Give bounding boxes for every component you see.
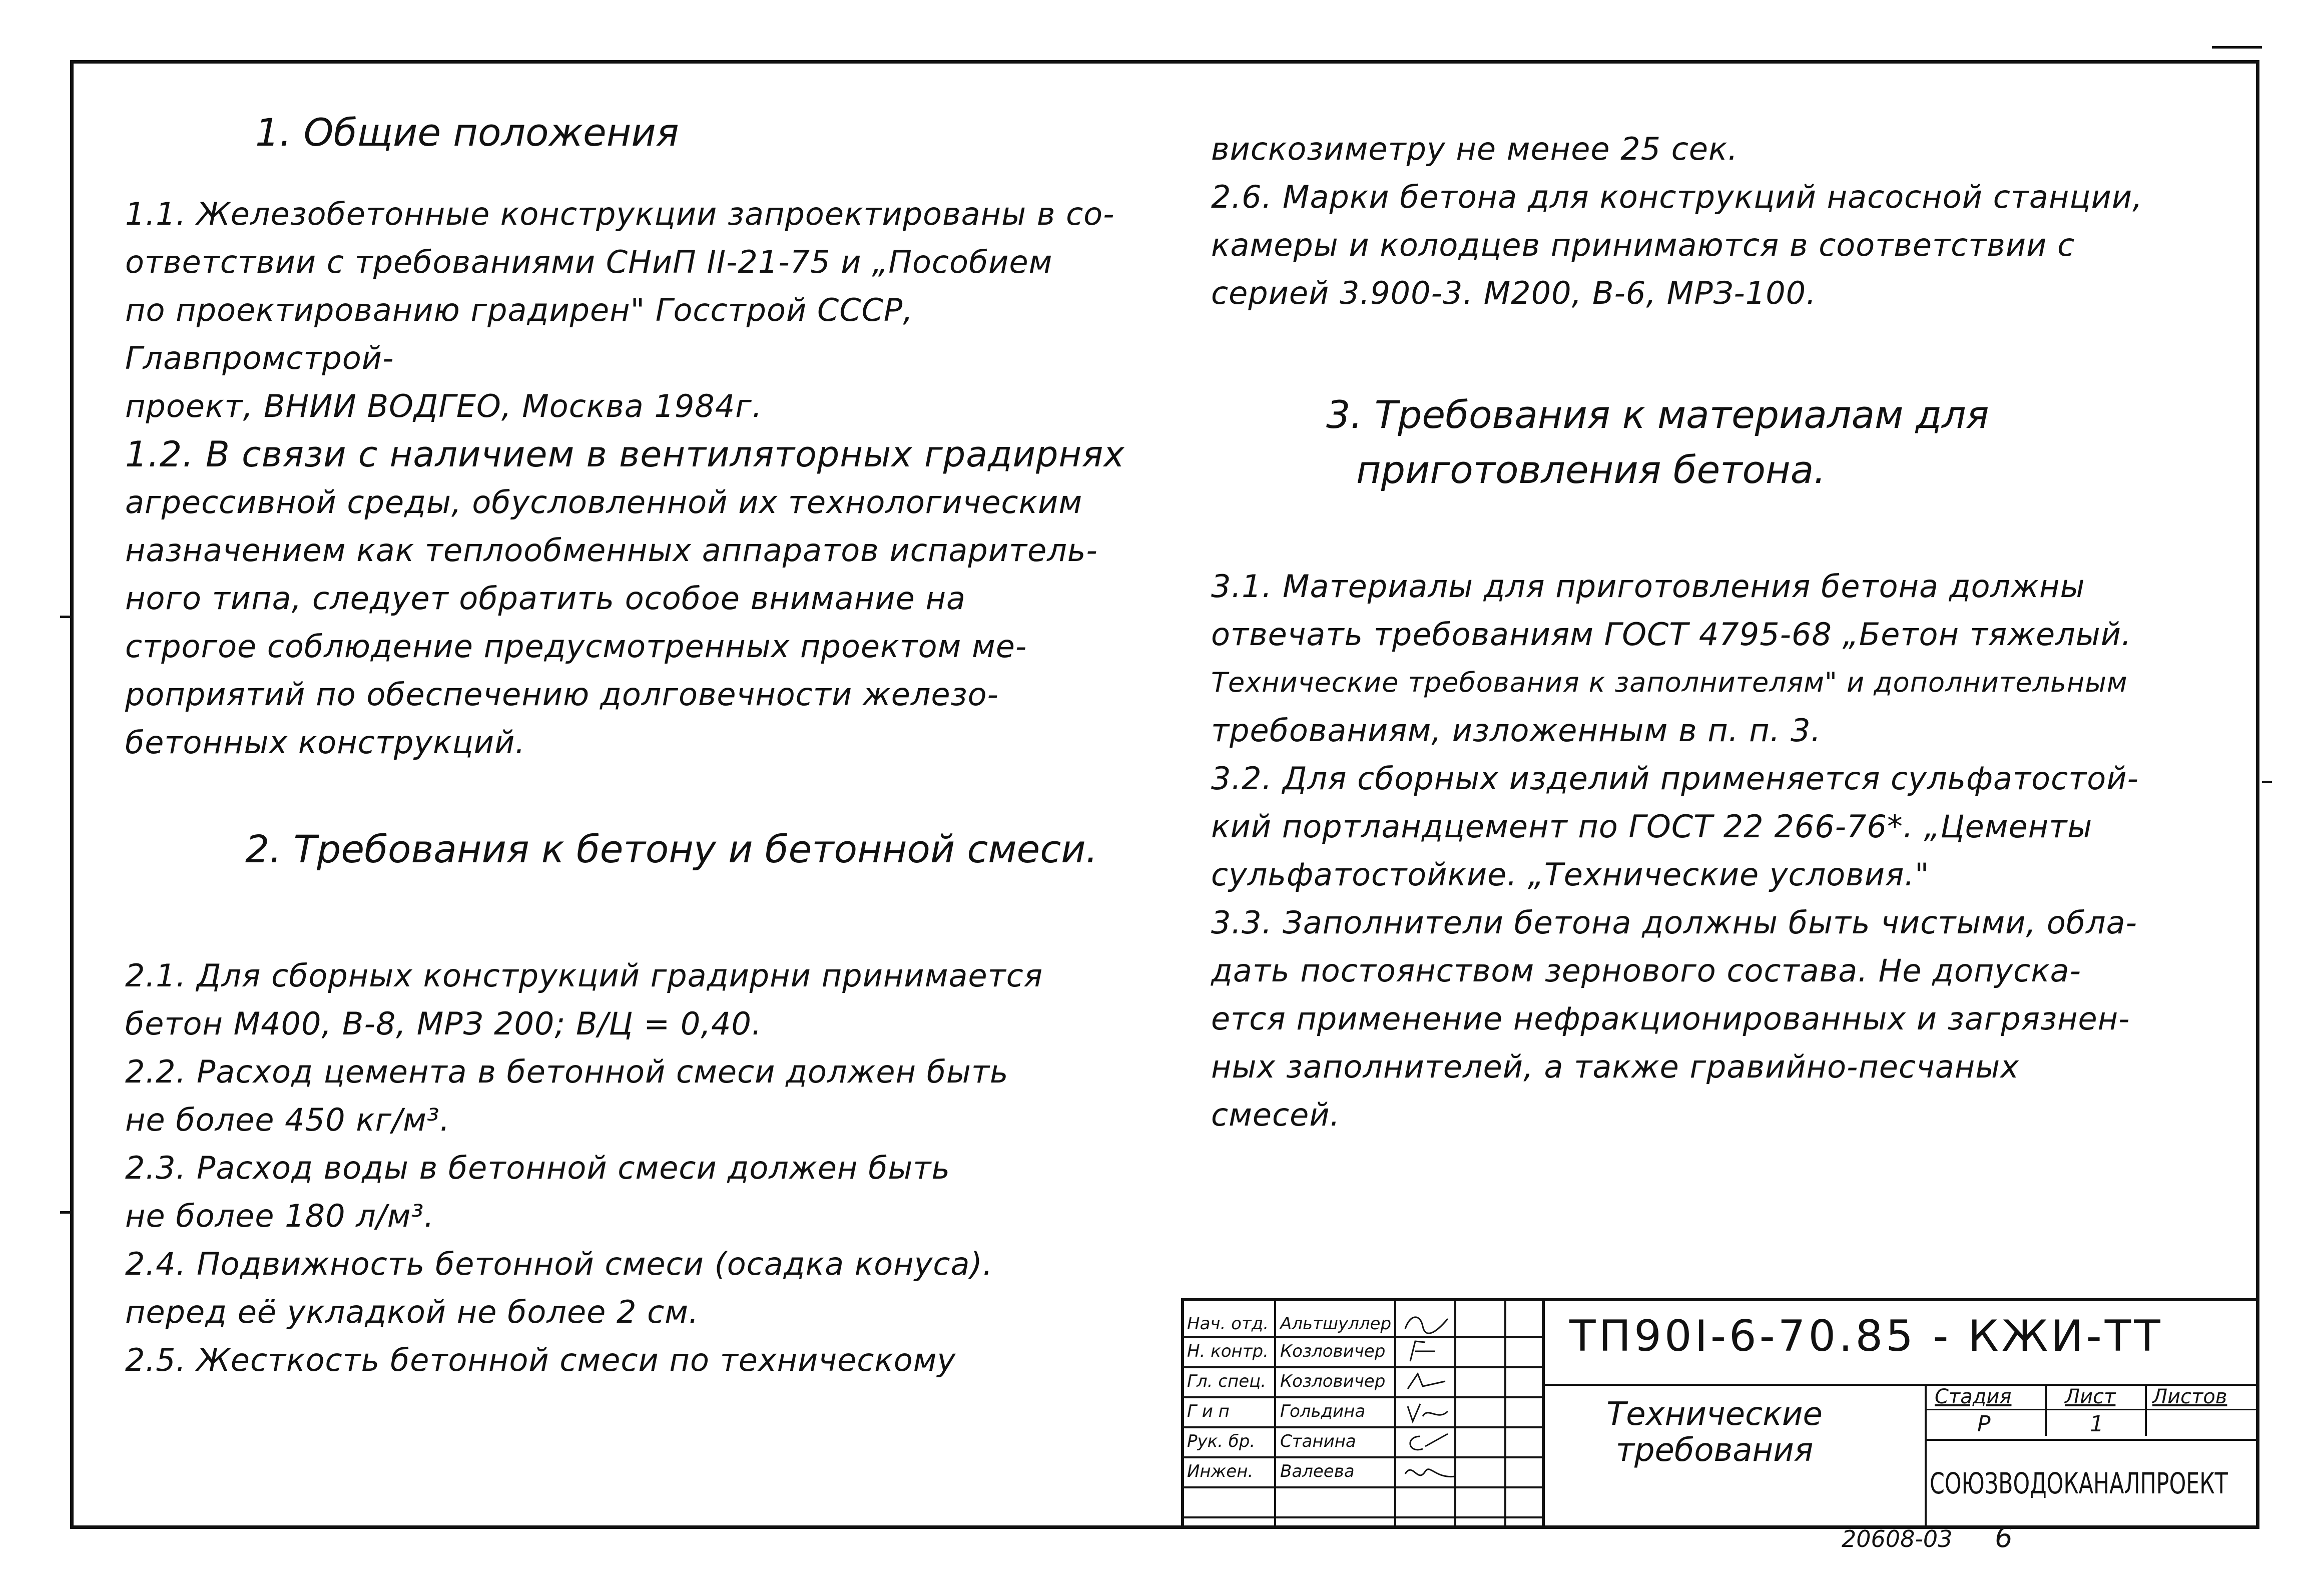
sheet-value: 1 xyxy=(2090,1411,2104,1437)
tb-divider xyxy=(1184,1486,1542,1488)
signature-name: Козловичер xyxy=(1280,1371,1386,1391)
signature-name: Валеева xyxy=(1280,1461,1355,1481)
signature-name: Альтшуллер xyxy=(1280,1314,1392,1334)
handwritten-signature xyxy=(1400,1396,1460,1426)
document-code: ТП90I-6-70.85 - КЖИ-ТТ xyxy=(1569,1311,2163,1361)
tb-divider xyxy=(2045,1384,2047,1436)
footer xyxy=(1842,1521,2013,1554)
section-2-line: не более 180 л/м³. xyxy=(125,1198,435,1234)
handwritten-signature xyxy=(1400,1456,1460,1486)
tb-divider xyxy=(1925,1439,2259,1441)
signature-row xyxy=(1184,1336,1542,1366)
para-3-1-line: требованиям, изложенным в п. п. 3. xyxy=(1211,712,1822,749)
para-1-1-line: ответствии с требованиями СНиП II-21-75 и „Пособием xyxy=(125,244,1053,280)
section-2-line: 2.4. Подвижность бетонной смеси (осадка конуса). xyxy=(125,1246,993,1282)
section-2-line: 2.3. Расход воды в бетонной смеси должен быть xyxy=(125,1150,950,1186)
para-3-2-line: кий портландцемент по ГОСТ 22 266-76*. „Цементы xyxy=(1211,808,2093,845)
para-3-2-line: сульфатостойкие. „Технические условия." xyxy=(1211,856,1930,893)
para-3-1-line: Технические требования к заполнителям" и дополнительным xyxy=(1211,667,2128,698)
section-2-line: 2.2. Расход цемента в бетонной смеси должен быть xyxy=(125,1053,1009,1090)
document-title-line: Технические xyxy=(1606,1396,1823,1433)
title-block xyxy=(1181,1298,2259,1529)
section-2-line: 2.5. Жесткость бетонной смеси по техническому xyxy=(125,1342,956,1378)
para-1-2-line: назначением как теплообменных аппаратов испаритель- xyxy=(125,532,1098,569)
para-3-3-line: 3.3. Заполнители бетона должны быть чистыми, обла- xyxy=(1211,904,2137,941)
handwritten-signature xyxy=(1400,1336,1460,1366)
handwritten-signature xyxy=(1400,1309,1460,1339)
para-1-1-line: по проектированию градирен" Госстрой СССР, Главпромстрой- xyxy=(125,292,913,376)
archive-number: 20608-03 xyxy=(1842,1525,1953,1552)
signature-role: Н. контр. xyxy=(1187,1341,1269,1361)
tb-divider xyxy=(2145,1384,2147,1436)
section-1-heading: 1. Общие положения xyxy=(255,110,679,155)
tb-divider xyxy=(1542,1384,2259,1386)
organization-name: СОЮЗВОДОКАНАЛПРОЕКТ xyxy=(1930,1466,2228,1500)
frame-tick xyxy=(60,616,71,618)
sheet-label: Лист xyxy=(2065,1385,2116,1408)
para-1-2-line: агрессивной среды, обусловленной их технологическим xyxy=(125,484,1083,520)
tb-divider xyxy=(1925,1384,1927,1529)
section-2-cont-line: камеры и колодцев принимаются в соответствии с xyxy=(1211,227,2075,263)
document-title-line: требования xyxy=(1615,1432,1814,1469)
handwritten-signature xyxy=(1400,1426,1460,1456)
section-2-cont-line: 2.6. Марки бетона для конструкций насосной станции, xyxy=(1211,179,2143,215)
signature-row xyxy=(1184,1426,1542,1456)
section-2-line: перед её укладкой не более 2 см. xyxy=(125,1294,699,1330)
signature-role: Рук. бр. xyxy=(1187,1431,1256,1451)
frame-tick xyxy=(60,1211,71,1214)
document-title xyxy=(1574,1396,1855,1468)
para-3-3-line: дать постоянством зернового состава. Не допуска- xyxy=(1211,952,2082,989)
signature-row xyxy=(1184,1456,1542,1486)
para-1-2-line: 1.2. В связи с наличием в вентиляторных градирнях xyxy=(125,434,1125,475)
frame-tick xyxy=(2262,781,2272,783)
tb-divider xyxy=(1542,1301,1545,1529)
section-2-cont-line: вискозиметру не менее 25 сек. xyxy=(1211,131,1739,167)
para-3-3-line: смесей. xyxy=(1211,1097,1341,1133)
para-1-1-line: проект, ВНИИ ВОДГЕО, Москва 1984г. xyxy=(125,388,763,424)
section-2-cont-line: серией 3.900-3. М200, В-6, МРЗ-100. xyxy=(1211,275,1817,311)
signature-row xyxy=(1184,1366,1542,1396)
section-2-line: 2.1. Для сборных конструкций градирни принимается xyxy=(125,957,1043,994)
left-column xyxy=(125,105,1126,1384)
frame-tick xyxy=(2212,46,2262,49)
right-column xyxy=(1211,125,2232,1139)
section-2-heading: 2. Требования к бетону и бетонной смеси. xyxy=(245,827,1098,871)
para-3-3-line: ется применение нефракционированных и загрязнен- xyxy=(1211,1000,2130,1037)
section-3-heading-line: 3. Требования к материалам для xyxy=(1326,392,1989,437)
para-1-2-line: бетонных конструкций. xyxy=(125,724,525,761)
para-3-1-line: отвечать требованиям ГОСТ 4795-68 „Бетон тяжелый. xyxy=(1211,616,2132,653)
signature-name: Козловичер xyxy=(1280,1341,1386,1361)
handwritten-signature xyxy=(1400,1366,1460,1396)
para-1-2-line: строгое соблюдение предусмотренных проектом ме- xyxy=(125,628,1027,665)
tb-divider xyxy=(1184,1516,1542,1518)
page-number: 6 xyxy=(1995,1521,2013,1554)
section-3-heading xyxy=(1211,387,2232,497)
sheets-label: Листов xyxy=(2152,1385,2227,1408)
stage-label: Стадия xyxy=(1935,1385,2012,1408)
para-3-1-line: 3.1. Материалы для приготовления бетона должны xyxy=(1211,568,2085,605)
section-2-line: не более 450 кг/м³. xyxy=(125,1102,450,1138)
section-3-heading-line: приготовления бетона. xyxy=(1356,447,1826,492)
para-3-2-line: 3.2. Для сборных изделий применяется сульфатостой- xyxy=(1211,760,2139,797)
para-1-2-line: роприятий по обеспечению долговечности железо- xyxy=(125,676,999,713)
signature-row xyxy=(1184,1396,1542,1426)
tb-divider xyxy=(1925,1409,2259,1410)
signature-name: Станина xyxy=(1280,1431,1356,1451)
para-1-2-line: ного типа, следует обратить особое внимание на xyxy=(125,580,966,617)
section-2-line: бетон М400, В-8, МРЗ 200; В/Ц = 0,40. xyxy=(125,1005,762,1042)
para-3-3-line: ных заполнителей, а также гравийно-песчаных xyxy=(1211,1048,2019,1085)
signature-role: Нач. отд. xyxy=(1187,1314,1269,1334)
stage-value: Р xyxy=(1977,1411,1991,1437)
signature-role: Инжен. xyxy=(1187,1461,1254,1481)
signature-role: Г и п xyxy=(1187,1401,1230,1421)
signature-role: Гл. спец. xyxy=(1187,1371,1267,1391)
para-1-1-line: 1.1. Железобетонные конструкции запроектированы в со- xyxy=(125,196,1115,232)
signature-name: Гольдина xyxy=(1280,1401,1366,1421)
